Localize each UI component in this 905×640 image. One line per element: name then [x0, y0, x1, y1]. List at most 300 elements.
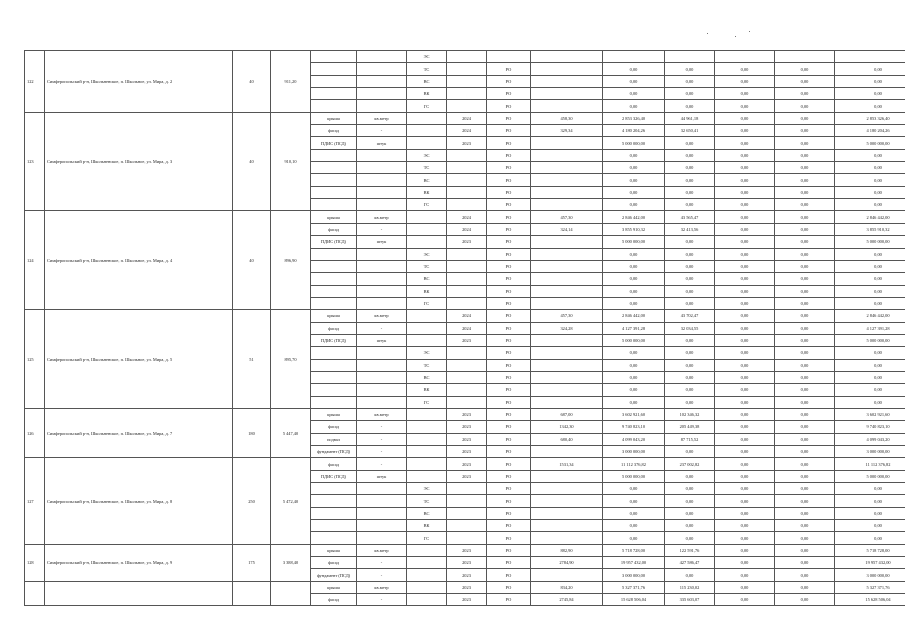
value-cell: 0,00: [715, 211, 775, 223]
work-type-cell: [311, 75, 357, 87]
document-page: [24, 50, 891, 606]
value-cell: 0,00: [775, 322, 835, 334]
volume-cell: 834,20: [531, 581, 603, 593]
finance-source-cell: РО: [487, 532, 531, 544]
work-type-cell: крыша: [311, 581, 357, 593]
year-cell: 2023: [447, 544, 487, 556]
year-cell: 2023: [447, 446, 487, 458]
finance-source-cell: РО: [487, 446, 531, 458]
value-cell: 0,00: [665, 186, 715, 198]
value-cell: 0,00: [665, 371, 715, 383]
year-cell: [447, 186, 487, 198]
year-cell: [447, 483, 487, 495]
value-cell: 0,00: [775, 557, 835, 569]
unit-cell: [357, 162, 407, 174]
system-code-cell: ГС: [407, 199, 447, 211]
house-number-cell: 124: [25, 211, 45, 310]
value-cell: 0,00: [715, 520, 775, 532]
year-cell: 2024: [447, 322, 487, 334]
value-cell: 0,00: [665, 236, 715, 248]
value-cell: 0,00: [665, 285, 715, 297]
work-type-cell: крыша: [311, 544, 357, 556]
value-cell: 0,00: [665, 88, 715, 100]
cost-cell: 5 000 000,00: [603, 236, 665, 248]
house-address-cell: [45, 581, 233, 606]
total-cell: 0,00: [835, 285, 905, 297]
year-cell: [447, 174, 487, 186]
system-code-cell: [407, 125, 447, 137]
system-code-cell: ЭС: [407, 483, 447, 495]
unit-cell: штук: [357, 334, 407, 346]
volume-cell: [531, 285, 603, 297]
house-number-cell: 127: [25, 458, 45, 544]
value-cell: 0,00: [775, 421, 835, 433]
unit-cell: [357, 495, 407, 507]
finance-source-cell: РО: [487, 334, 531, 346]
value-cell: 205 449,38: [665, 421, 715, 433]
value-cell: 32 034,55: [665, 322, 715, 334]
volume-cell: 2745,84: [531, 594, 603, 606]
total-cell: 0,00: [835, 396, 905, 408]
value-cell: 427 586,47: [665, 557, 715, 569]
cost-cell: 0,00: [603, 63, 665, 75]
value-cell: 0,00: [715, 396, 775, 408]
total-cell: 0,00: [835, 100, 905, 112]
value-cell: 0,00: [775, 137, 835, 149]
table-row: [25, 310, 905, 322]
value-cell: 0,00: [665, 347, 715, 359]
total-cell: 3 000 000,00: [835, 446, 905, 458]
total-cell: 0,00: [835, 384, 905, 396]
finance-source-cell: РО: [487, 211, 531, 223]
cost-cell: 0,00: [603, 507, 665, 519]
unit-cell: [357, 88, 407, 100]
cost-cell: 0,00: [603, 483, 665, 495]
area-cell: 895,70: [271, 310, 311, 409]
value-cell: 237 002,82: [665, 458, 715, 470]
year-cell: [447, 532, 487, 544]
value-cell: 0,00: [715, 63, 775, 75]
volume-cell: [531, 100, 603, 112]
area-cell: 5 472,40: [271, 458, 311, 544]
cost-cell: 2 846 442,00: [603, 310, 665, 322]
value-cell: 0,00: [775, 75, 835, 87]
year-cell: 2023: [447, 569, 487, 581]
work-type-cell: [311, 384, 357, 396]
unit-cell: [357, 186, 407, 198]
value-cell: 0,00: [775, 483, 835, 495]
year-cell: 2024: [447, 211, 487, 223]
value-cell: 0,00: [775, 458, 835, 470]
value-cell: 0,00: [775, 211, 835, 223]
finance-source-cell: РО: [487, 285, 531, 297]
finance-source-cell: РО: [487, 594, 531, 606]
finance-source-cell: РО: [487, 75, 531, 87]
value-cell: 335 603,07: [665, 594, 715, 606]
cost-cell: 5 000 000,00: [603, 470, 665, 482]
system-code-cell: ВС: [407, 273, 447, 285]
volume-cell: [531, 260, 603, 272]
work-type-cell: фасад: [311, 322, 357, 334]
work-type-cell: [311, 532, 357, 544]
value-cell: 0,00: [715, 544, 775, 556]
work-type-cell: [311, 347, 357, 359]
value-cell: 0,00: [665, 495, 715, 507]
work-type-cell: [311, 483, 357, 495]
year-cell: [447, 520, 487, 532]
volume-cell: [531, 347, 603, 359]
cost-cell: 0,00: [603, 260, 665, 272]
year-cell: [447, 88, 487, 100]
value-cell: 0,00: [775, 384, 835, 396]
year-cell: [447, 285, 487, 297]
system-code-cell: [407, 322, 447, 334]
year-cell: 2023: [447, 236, 487, 248]
cost-cell: 0,00: [603, 186, 665, 198]
value-cell: 0,00: [715, 446, 775, 458]
work-type-cell: [311, 507, 357, 519]
total-cell: 3 000 000,00: [835, 569, 905, 581]
unit-cell: кв.метр: [357, 112, 407, 124]
finance-source-cell: РО: [487, 507, 531, 519]
system-code-cell: ВС: [407, 75, 447, 87]
system-code-cell: [407, 137, 447, 149]
volume-cell: 680,40: [531, 433, 603, 445]
cost-cell: 0,00: [603, 384, 665, 396]
total-cell: 9 740 823,10: [835, 421, 905, 433]
volume-cell: [531, 334, 603, 346]
table-row: [25, 211, 905, 223]
value-cell: 0,00: [665, 75, 715, 87]
unit-cell: [357, 63, 407, 75]
work-type-cell: ПДИС (ПСД): [311, 334, 357, 346]
work-type-cell: ПДИС (ПСД): [311, 470, 357, 482]
system-code-cell: [407, 211, 447, 223]
work-type-cell: фундамент (ПСД): [311, 446, 357, 458]
work-type-cell: крыша: [311, 211, 357, 223]
work-type-cell: фасад: [311, 223, 357, 235]
value-cell: 0,00: [775, 310, 835, 322]
cost-cell: 2 846 442,00: [603, 211, 665, 223]
work-type-cell: [311, 51, 357, 63]
value-cell: 43 702,47: [665, 310, 715, 322]
house-address-cell: Симферопольский р-н, Школьненское, п. Школьное, ул. Мира, д. 3: [45, 112, 233, 211]
work-type-cell: фасад: [311, 557, 357, 569]
finance-source-cell: РО: [487, 520, 531, 532]
finance-source-cell: РО: [487, 63, 531, 75]
finance-source-cell: РО: [487, 149, 531, 161]
unit-cell: [357, 532, 407, 544]
value-cell: 0,00: [715, 483, 775, 495]
volume-cell: [531, 446, 603, 458]
year-cell: 2024: [447, 223, 487, 235]
unit-cell: кв.метр: [357, 211, 407, 223]
finance-source-cell: РО: [487, 162, 531, 174]
work-type-cell: [311, 88, 357, 100]
finance-source-cell: РО: [487, 581, 531, 593]
cost-cell: 2 853 326,40: [603, 112, 665, 124]
value-cell: 0,00: [715, 162, 775, 174]
value-cell: 0,00: [715, 359, 775, 371]
work-type-cell: [311, 495, 357, 507]
volume-cell: [531, 273, 603, 285]
value-cell: 0,00: [715, 408, 775, 420]
value-cell: 0,00: [715, 557, 775, 569]
value-cell: 0,00: [775, 470, 835, 482]
finance-source-cell: РО: [487, 359, 531, 371]
system-code-cell: ГС: [407, 396, 447, 408]
year-cell: 2024: [447, 125, 487, 137]
volume-cell: [531, 384, 603, 396]
unit-cell: -: [357, 446, 407, 458]
value-cell: 0,00: [775, 223, 835, 235]
work-type-cell: [311, 248, 357, 260]
cost-cell: 9 740 823,10: [603, 421, 665, 433]
value-cell: 0,00: [715, 507, 775, 519]
year-cell: 2023: [447, 557, 487, 569]
finance-source-cell: РО: [487, 236, 531, 248]
value-cell: 0,00: [775, 532, 835, 544]
volume-cell: [531, 51, 603, 63]
cost-cell: 0,00: [603, 495, 665, 507]
table-row: [25, 51, 905, 63]
value-cell: 0,00: [665, 470, 715, 482]
house-address-cell: Симферопольский р-н, Школьненское, п. Школьное, ул. Мира, д. 2: [45, 51, 233, 113]
year-cell: [447, 260, 487, 272]
value-cell: 0,00: [715, 310, 775, 322]
finance-source-cell: РО: [487, 433, 531, 445]
value-cell: 0,00: [665, 483, 715, 495]
volume-cell: [531, 174, 603, 186]
work-type-cell: [311, 63, 357, 75]
cost-cell: 0,00: [603, 75, 665, 87]
work-type-cell: [311, 285, 357, 297]
value-cell: [775, 51, 835, 63]
year-cell: [447, 347, 487, 359]
total-cell: 0,00: [835, 186, 905, 198]
value-cell: [665, 51, 715, 63]
cost-cell: 0,00: [603, 273, 665, 285]
total-cell: 0,00: [835, 174, 905, 186]
year-cell: 2023: [447, 408, 487, 420]
system-code-cell: ТС: [407, 495, 447, 507]
scan-speckles: [705, 30, 765, 42]
unit-cell: штук: [357, 137, 407, 149]
house-address-cell: Симферопольский р-н, Школьненское, п. Школьное, ул. Мира, д. 8: [45, 458, 233, 544]
system-code-cell: ГС: [407, 100, 447, 112]
volume-cell: [531, 371, 603, 383]
finance-source-cell: РО: [487, 297, 531, 309]
year-cell: 2023: [447, 334, 487, 346]
value-cell: 0,00: [665, 396, 715, 408]
total-cell: 11 112 376,82: [835, 458, 905, 470]
value-cell: 0,00: [715, 495, 775, 507]
cost-cell: 0,00: [603, 248, 665, 260]
total-cell: 4 180 204,26: [835, 125, 905, 137]
system-code-cell: ГС: [407, 297, 447, 309]
value-cell: 0,00: [775, 507, 835, 519]
year-cell: [447, 75, 487, 87]
work-type-cell: [311, 186, 357, 198]
cost-cell: 0,00: [603, 371, 665, 383]
value-cell: 0,00: [775, 594, 835, 606]
work-type-cell: [311, 100, 357, 112]
value-cell: 0,00: [775, 174, 835, 186]
value-cell: 0,00: [665, 297, 715, 309]
value-cell: 0,00: [715, 273, 775, 285]
year-cell: 2023: [447, 594, 487, 606]
volume-cell: 457,30: [531, 211, 603, 223]
value-cell: 102 346,32: [665, 408, 715, 420]
value-cell: 0,00: [775, 285, 835, 297]
unit-cell: [357, 273, 407, 285]
total-cell: 0,00: [835, 507, 905, 519]
unit-cell: -: [357, 594, 407, 606]
work-type-cell: фундамент (ПСД): [311, 569, 357, 581]
system-code-cell: ВК: [407, 384, 447, 396]
area-cell: 5 447,40: [271, 408, 311, 457]
apartments-cell: 40: [233, 112, 271, 211]
value-cell: 0,00: [775, 260, 835, 272]
value-cell: 0,00: [715, 384, 775, 396]
finance-source-cell: РО: [487, 408, 531, 420]
value-cell: 0,00: [715, 322, 775, 334]
value-cell: 0,00: [715, 285, 775, 297]
system-code-cell: [407, 112, 447, 124]
total-cell: 3 855 910,32: [835, 223, 905, 235]
total-cell: 2 853 326,40: [835, 112, 905, 124]
total-cell: 5 000 000,00: [835, 236, 905, 248]
cost-cell: 4 180 204,26: [603, 125, 665, 137]
cost-cell: 3 855 910,32: [603, 223, 665, 235]
work-type-cell: ПДИС (ПСД): [311, 236, 357, 248]
value-cell: 0,00: [715, 433, 775, 445]
house-address-cell: Симферопольский р-н, Школьненское, п. Школьное, ул. Мира, д. 5: [45, 310, 233, 409]
finance-source-cell: РО: [487, 396, 531, 408]
value-cell: 0,00: [665, 162, 715, 174]
volume-cell: 329,34: [531, 125, 603, 137]
total-cell: 0,00: [835, 260, 905, 272]
value-cell: 0,00: [775, 433, 835, 445]
system-code-cell: [407, 223, 447, 235]
year-cell: [447, 371, 487, 383]
volume-cell: [531, 162, 603, 174]
value-cell: 122 591,76: [665, 544, 715, 556]
system-code-cell: [407, 236, 447, 248]
volume-cell: [531, 359, 603, 371]
finance-source-cell: [487, 51, 531, 63]
cost-cell: 5 000 000,00: [603, 334, 665, 346]
table-row: [25, 112, 905, 124]
work-type-cell: крыша: [311, 112, 357, 124]
total-cell: 0,00: [835, 88, 905, 100]
system-code-cell: ВК: [407, 186, 447, 198]
apartments-cell: 180: [233, 408, 271, 457]
value-cell: 0,00: [775, 88, 835, 100]
area-cell: 911,20: [271, 51, 311, 113]
value-cell: 0,00: [775, 359, 835, 371]
finance-source-cell: РО: [487, 458, 531, 470]
unit-cell: [357, 359, 407, 371]
system-code-cell: [407, 458, 447, 470]
value-cell: 0,00: [665, 532, 715, 544]
area-cell: 910,10: [271, 112, 311, 211]
finance-source-cell: РО: [487, 322, 531, 334]
finance-source-cell: РО: [487, 371, 531, 383]
value-cell: 0,00: [665, 334, 715, 346]
cost-cell: 0,00: [603, 347, 665, 359]
total-cell: 5 327 371,76: [835, 581, 905, 593]
work-type-cell: [311, 520, 357, 532]
value-cell: 0,00: [715, 371, 775, 383]
finance-source-cell: РО: [487, 100, 531, 112]
value-cell: 0,00: [715, 125, 775, 137]
unit-cell: -: [357, 433, 407, 445]
system-code-cell: ВС: [407, 371, 447, 383]
system-code-cell: ЭС: [407, 51, 447, 63]
unit-cell: [357, 507, 407, 519]
work-type-cell: [311, 260, 357, 272]
area-cell: 3 388,40: [271, 544, 311, 581]
system-code-cell: ТС: [407, 162, 447, 174]
total-cell: 0,00: [835, 520, 905, 532]
value-cell: 0,00: [775, 236, 835, 248]
volume-cell: [531, 137, 603, 149]
system-code-cell: ТС: [407, 260, 447, 272]
year-cell: 2023: [447, 581, 487, 593]
value-cell: 0,00: [775, 520, 835, 532]
value-cell: 0,00: [775, 371, 835, 383]
area-cell: [271, 581, 311, 606]
volume-cell: [531, 88, 603, 100]
total-cell: [835, 51, 905, 63]
volume-cell: [531, 470, 603, 482]
cost-cell: 0,00: [603, 532, 665, 544]
system-code-cell: [407, 310, 447, 322]
work-type-cell: фасад: [311, 421, 357, 433]
value-cell: 0,00: [665, 446, 715, 458]
house-number-cell: [25, 581, 45, 606]
value-cell: 0,00: [715, 334, 775, 346]
value-cell: 0,00: [715, 100, 775, 112]
volume-cell: [531, 507, 603, 519]
value-cell: 32 413,56: [665, 223, 715, 235]
year-cell: [447, 248, 487, 260]
work-type-cell: [311, 297, 357, 309]
year-cell: [447, 100, 487, 112]
apartments-cell: [233, 581, 271, 606]
value-cell: 0,00: [715, 75, 775, 87]
value-cell: 0,00: [715, 137, 775, 149]
value-cell: 0,00: [665, 100, 715, 112]
volume-cell: [531, 483, 603, 495]
value-cell: 0,00: [665, 199, 715, 211]
system-code-cell: [407, 470, 447, 482]
cost-cell: 0,00: [603, 285, 665, 297]
finance-source-cell: РО: [487, 421, 531, 433]
system-code-cell: [407, 544, 447, 556]
value-cell: 0,00: [665, 137, 715, 149]
house-number-cell: 123: [25, 112, 45, 211]
repair-program-table: [24, 50, 905, 606]
finance-source-cell: РО: [487, 544, 531, 556]
system-code-cell: [407, 446, 447, 458]
work-type-cell: [311, 199, 357, 211]
total-cell: 5 718 728,00: [835, 544, 905, 556]
year-cell: [447, 63, 487, 75]
value-cell: 0,00: [665, 273, 715, 285]
value-cell: 0,00: [715, 88, 775, 100]
